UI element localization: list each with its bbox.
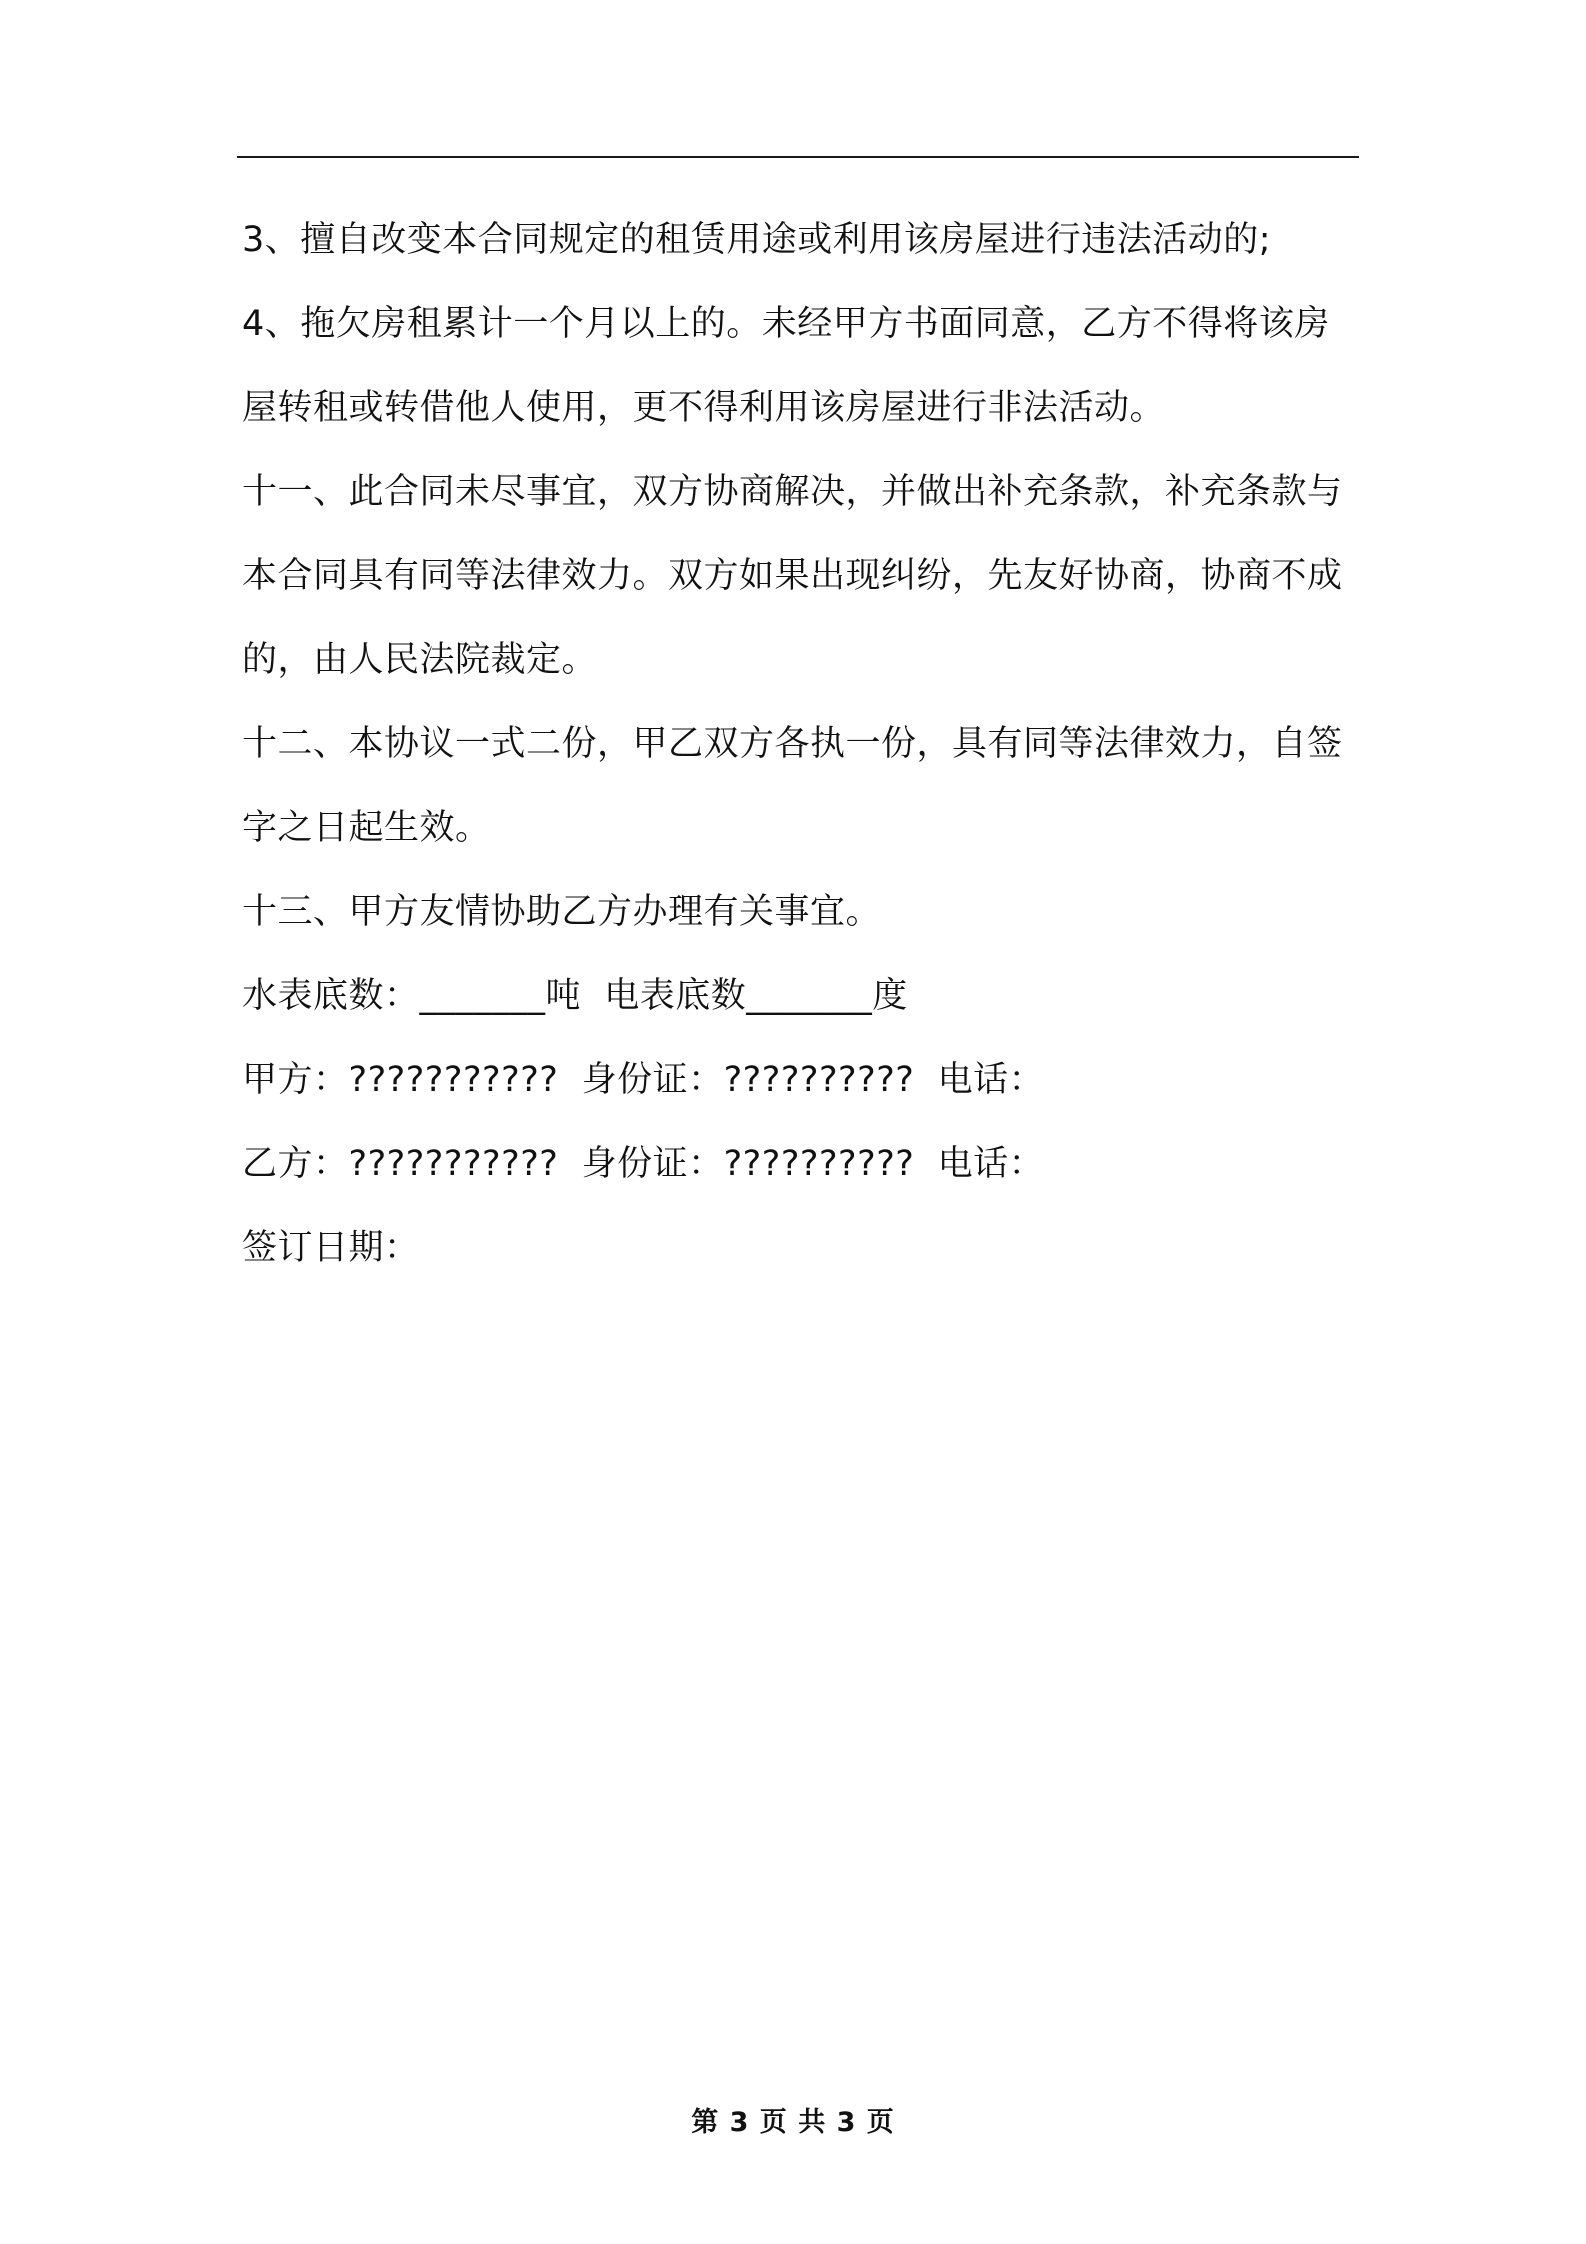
party-a-line: 甲方：??????????? 身份证：?????????? 电话：	[242, 1060, 1045, 1100]
clause-twelve: 十二、本协议一式二份，甲乙双方各执一份，具有同等法律效力，自签字之日起生效。	[242, 724, 1343, 848]
clause-item-3: 3、擅自改变本合同规定的租赁用途或利用该房屋进行违法活动的;	[242, 220, 1272, 260]
sign-date-line: 签订日期：	[242, 1228, 420, 1268]
document-body	[242, 198, 1360, 1290]
header-rule	[237, 156, 1359, 158]
clause-item-4: 4、拖欠房租累计一个月以上的。未经甲方书面同意，乙方不得将该房屋转租或转借他人使用，更不得利用该房屋进行非法活动。	[242, 304, 1330, 428]
clause-eleven: 十一、此合同未尽事宜，双方协商解决，并做出补充条款，补充条款与本合同具有同等法律效力。双方如果出现纠纷，先友好协商，协商不成的，由人民法院裁定。	[242, 472, 1343, 680]
meter-reading-line: 水表底数：_______吨 电表底数_______度	[242, 976, 908, 1016]
page-number-footer: 第 3 页 共 3 页	[691, 2107, 895, 2138]
party-b-line: 乙方：??????????? 身份证：?????????? 电话：	[242, 1144, 1045, 1184]
clause-thirteen: 十三、甲方友情协助乙方办理有关事宜。	[242, 892, 882, 932]
